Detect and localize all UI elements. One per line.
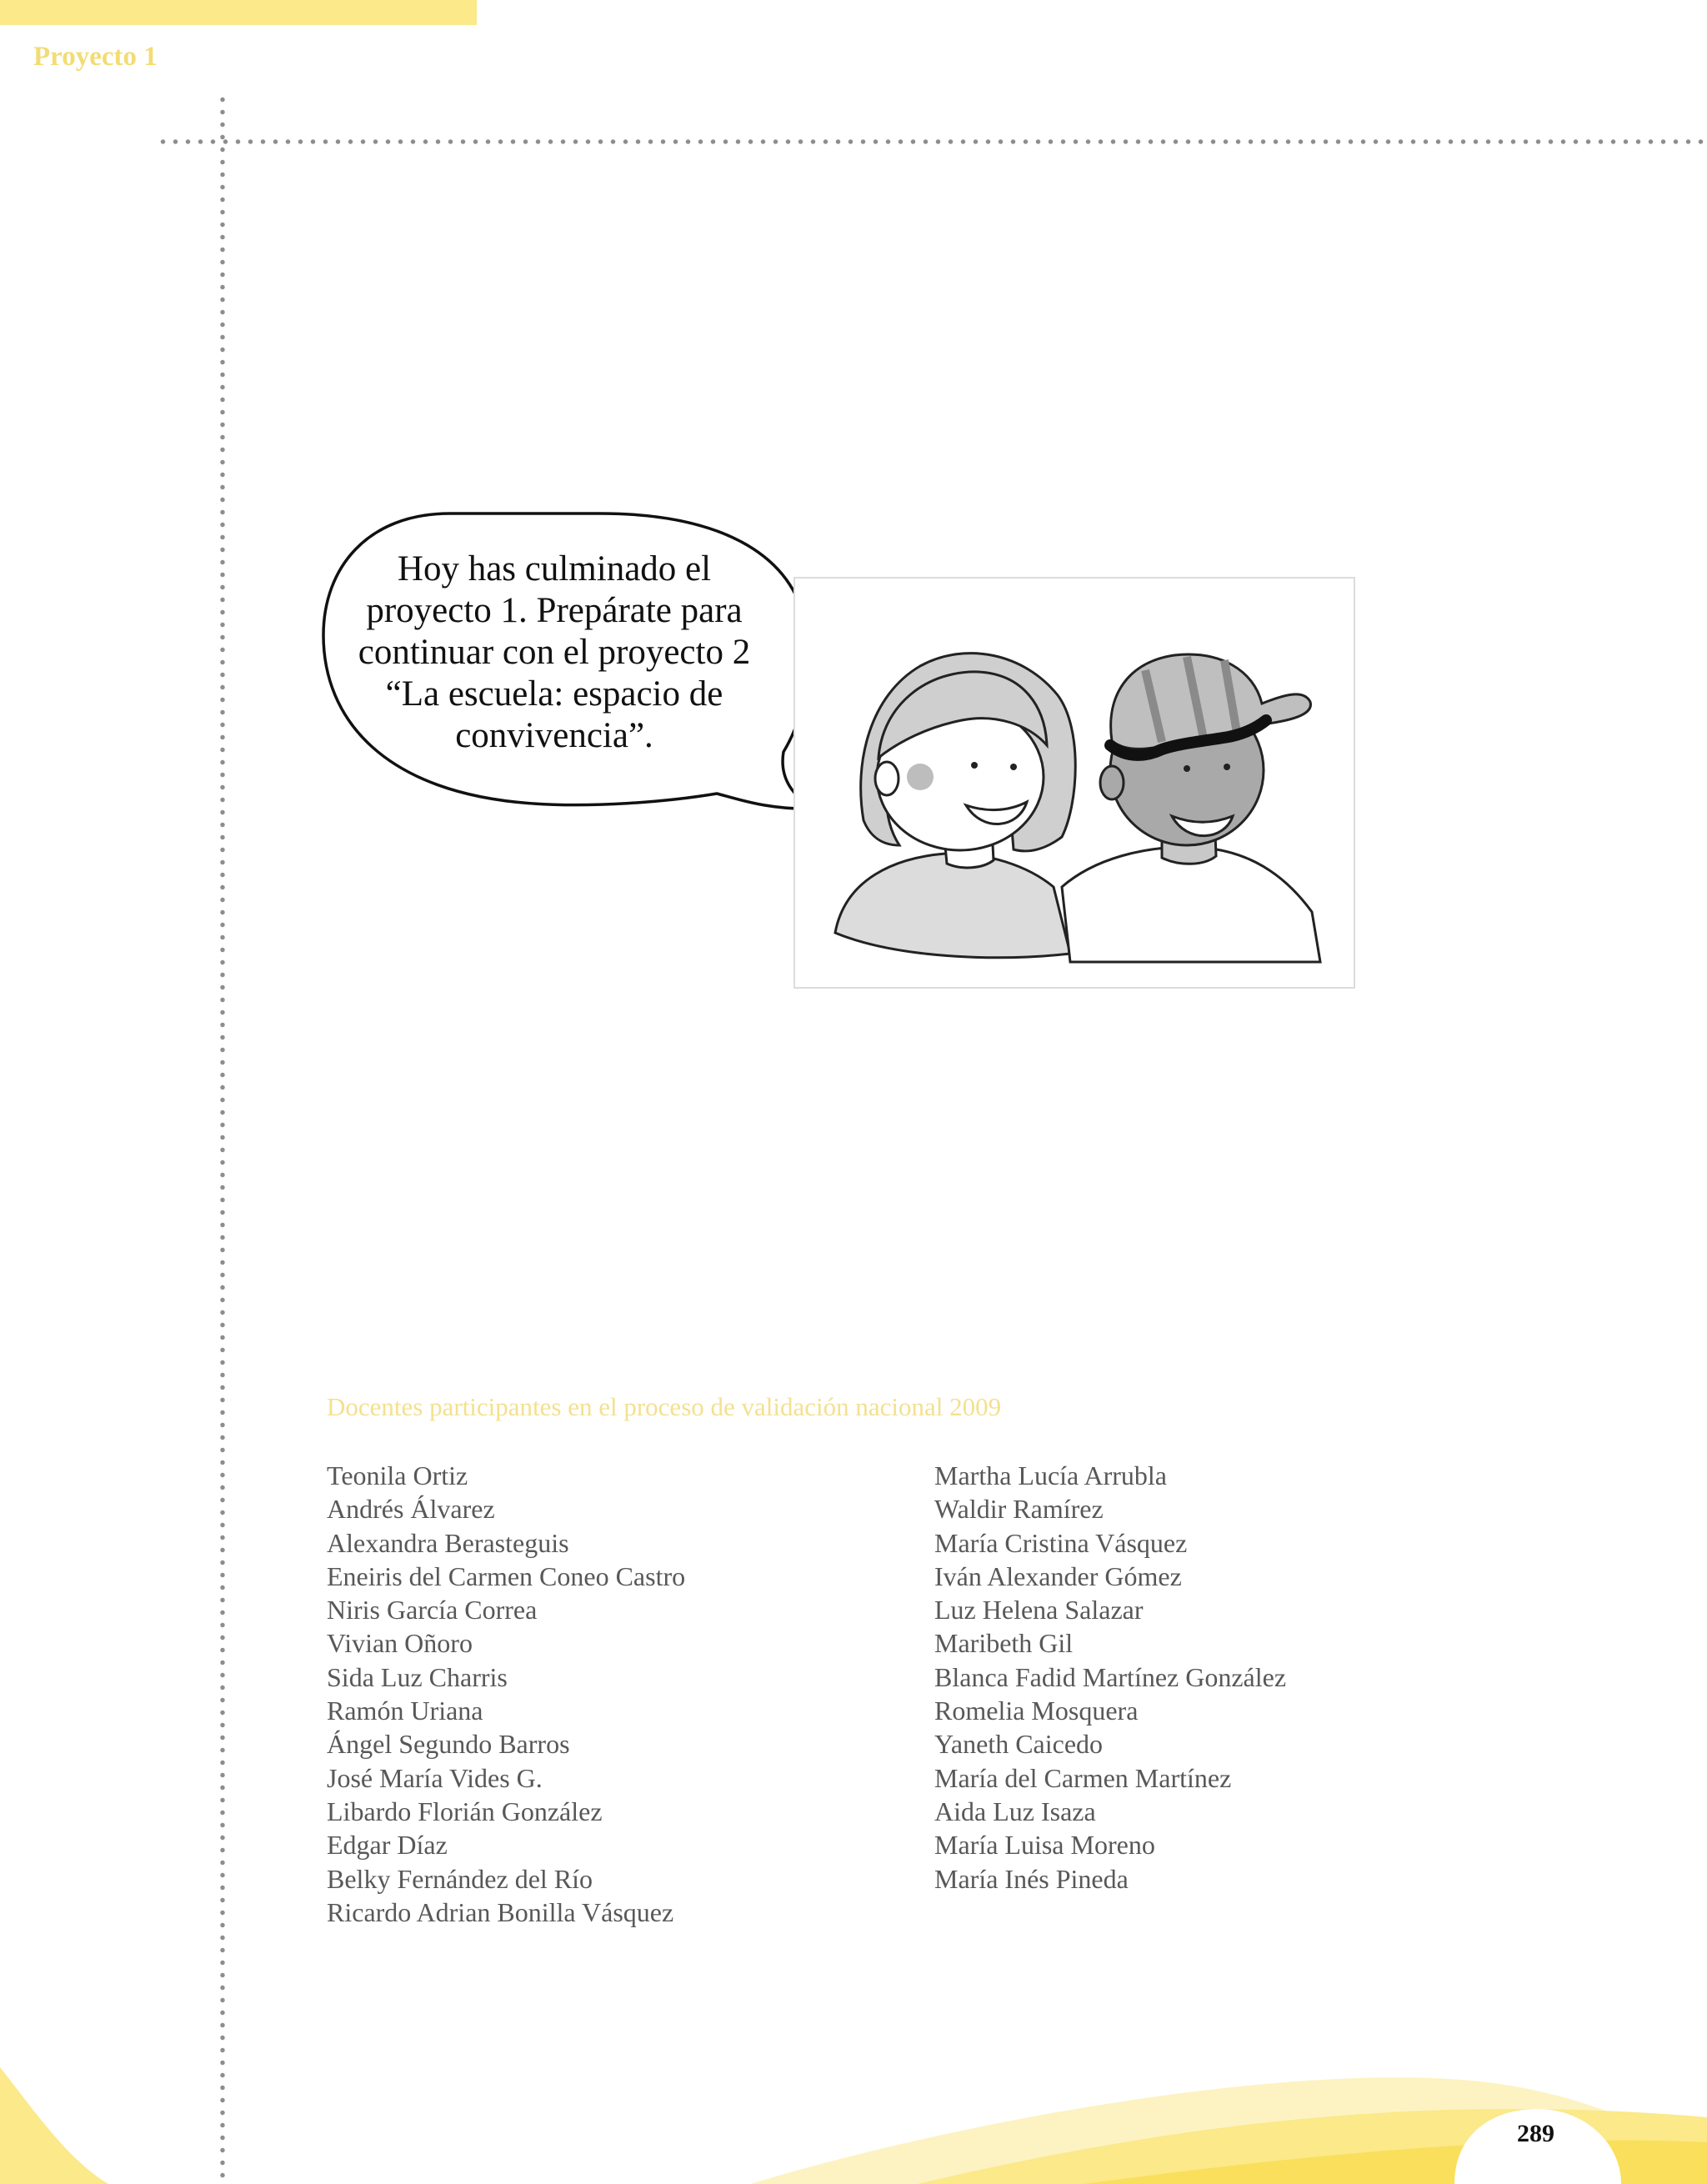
credit-name: María Inés Pineda	[934, 1863, 1129, 1894]
credit-name: María Cristina Vásquez	[934, 1527, 1188, 1558]
credit-name: Andrés Álvarez	[327, 1494, 495, 1525]
credits-heading: Docentes participantes en el proceso de validación nacional 2009	[327, 1392, 1002, 1421]
dotted-rule-horizontal	[157, 139, 1707, 144]
credit-name: Ángel Segundo Barros	[327, 1729, 570, 1760]
section-label: Proyecto 1	[33, 42, 158, 72]
footer-waves	[0, 2034, 1707, 2184]
credit-name: Maribeth Gil	[934, 1628, 1074, 1659]
top-accent-bar	[0, 0, 477, 25]
dotted-rule-vertical	[220, 93, 225, 2184]
credit-name: Ramón Uriana	[327, 1696, 483, 1726]
credit-name: Aida Luz Isaza	[934, 1796, 1096, 1826]
speech-bubble-text: Hoy has culminado el proyecto 1. Prepárate para continuar con el proyecto 2 “La escuela: espacio de convivencia”.	[358, 549, 751, 755]
credit-name: Ricardo Adrian Bonilla Vásquez	[327, 1896, 674, 1927]
credit-name: Iván Alexander Gómez	[934, 1560, 1182, 1591]
credit-name: Waldir Ramírez	[934, 1494, 1104, 1525]
credit-name: Vivian Oñoro	[327, 1628, 473, 1659]
credit-name: Alexandra Berasteguis	[327, 1527, 569, 1558]
credit-name: María Luisa Moreno	[934, 1830, 1155, 1861]
children-illustration	[793, 577, 1355, 989]
credit-name: Sida Luz Charris	[327, 1661, 508, 1692]
credit-name: Libardo Florián González	[327, 1796, 603, 1826]
credit-name: Yaneth Caicedo	[934, 1729, 1104, 1760]
credit-name: María del Carmen Martínez	[934, 1762, 1232, 1793]
credit-name: Edgar Díaz	[327, 1830, 448, 1861]
credit-name: Belky Fernández del Río	[327, 1863, 593, 1894]
credit-name: Niris García Correa	[327, 1595, 538, 1625]
credit-name: Luz Helena Salazar	[934, 1595, 1144, 1625]
page-number: 289	[1517, 2120, 1554, 2147]
credit-name: Blanca Fadid Martínez González	[934, 1661, 1287, 1692]
two-children-drawing	[795, 579, 1354, 987]
credit-name: José María Vides G.	[327, 1762, 543, 1793]
credit-name: Martha Lucía Arrubla	[934, 1460, 1167, 1490]
credit-name: Eneiris del Carmen Coneo Castro	[327, 1560, 686, 1591]
credit-name: Teonila Ortiz	[327, 1460, 468, 1490]
credit-name: Romelia Mosquera	[934, 1696, 1139, 1726]
credits-list-right	[934, 1459, 1286, 1896]
credits-list-left	[327, 1459, 685, 1929]
